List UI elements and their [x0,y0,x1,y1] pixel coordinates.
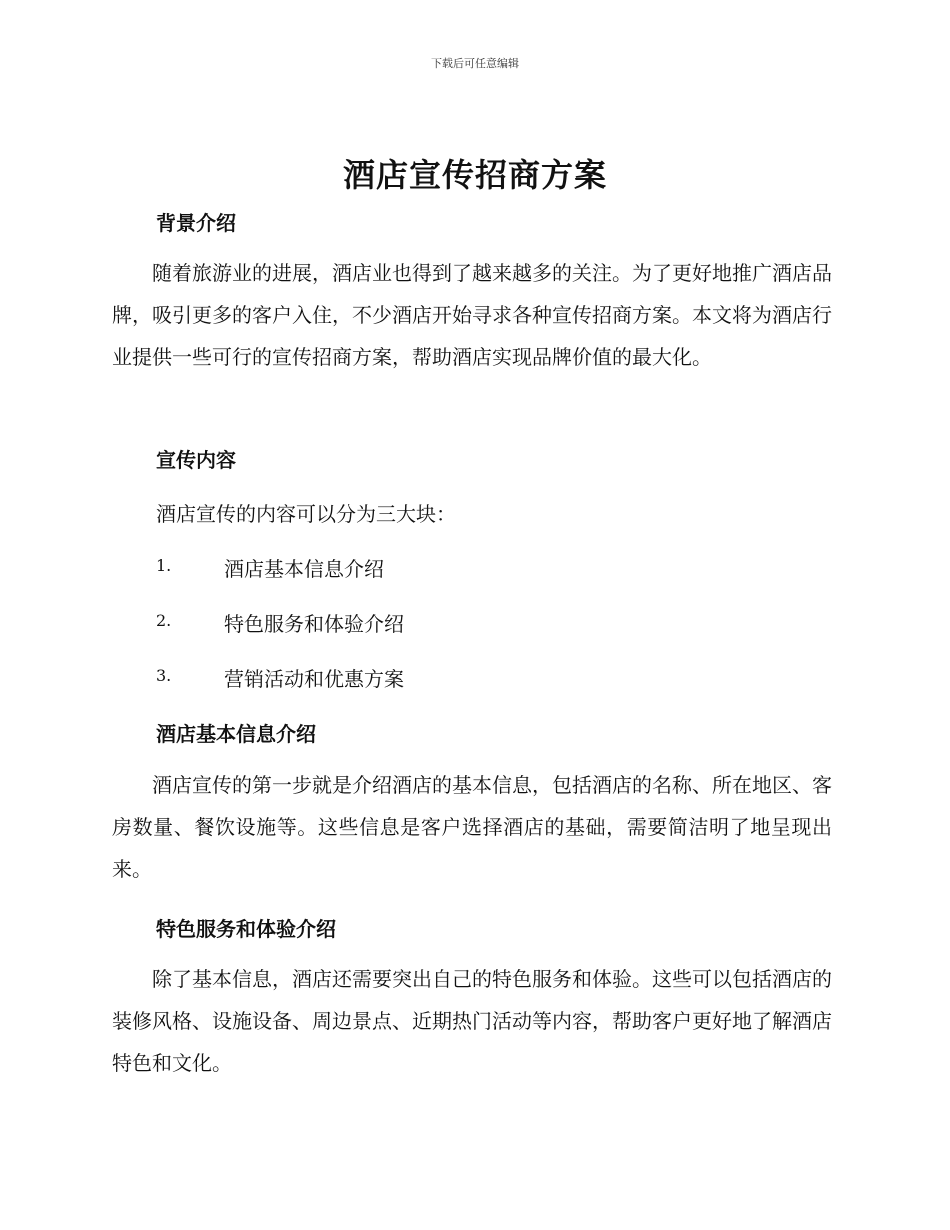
list-item-number: 3. [156,666,172,685]
section-heading-content: 宣传内容 [156,448,236,472]
section-intro-content: 酒店宣传的内容可以分为三大块： [156,502,456,526]
section-paragraph-basic-info: 酒店宣传的第一步就是介绍酒店的基本信息，包括酒店的名称、所在地区、客房数量、餐饮设施等。这些信息是客户选择酒店的基础，需要简洁明了地呈现出来。 [112,773,832,881]
section-paragraph-features: 除了基本信息，酒店还需要突出自己的特色服务和体验。这些可以包括酒店的装修风格、设施设备、周边景点、近期热门活动等内容，帮助客户更好地了解酒店特色和文化。 [112,967,832,1075]
list-item-number: 1. [156,556,172,575]
list-item-text: 酒店基本信息介绍 [224,557,384,581]
section-paragraph-background: 随着旅游业的进展，酒店业也得到了越来越多的关注。为了更好地推广酒店品牌，吸引更多的客户入住，不少酒店开始寻求各种宣传招商方案。本文将为酒店行业提供一些可行的宣传招商方案，帮助酒店实现品牌价值的最大化。 [112,261,832,369]
header-note: 下载后可任意编辑 [431,57,519,70]
list-item-number: 2. [156,611,172,630]
section-heading-background: 背景介绍 [156,211,236,235]
list-item-text: 特色服务和体验介绍 [224,612,404,636]
list-item-text: 营销活动和优惠方案 [224,667,404,691]
section-heading-basic-info: 酒店基本信息介绍 [156,722,316,746]
document-title: 酒店宣传招商方案 [342,156,607,194]
section-heading-features: 特色服务和体验介绍 [156,917,336,941]
